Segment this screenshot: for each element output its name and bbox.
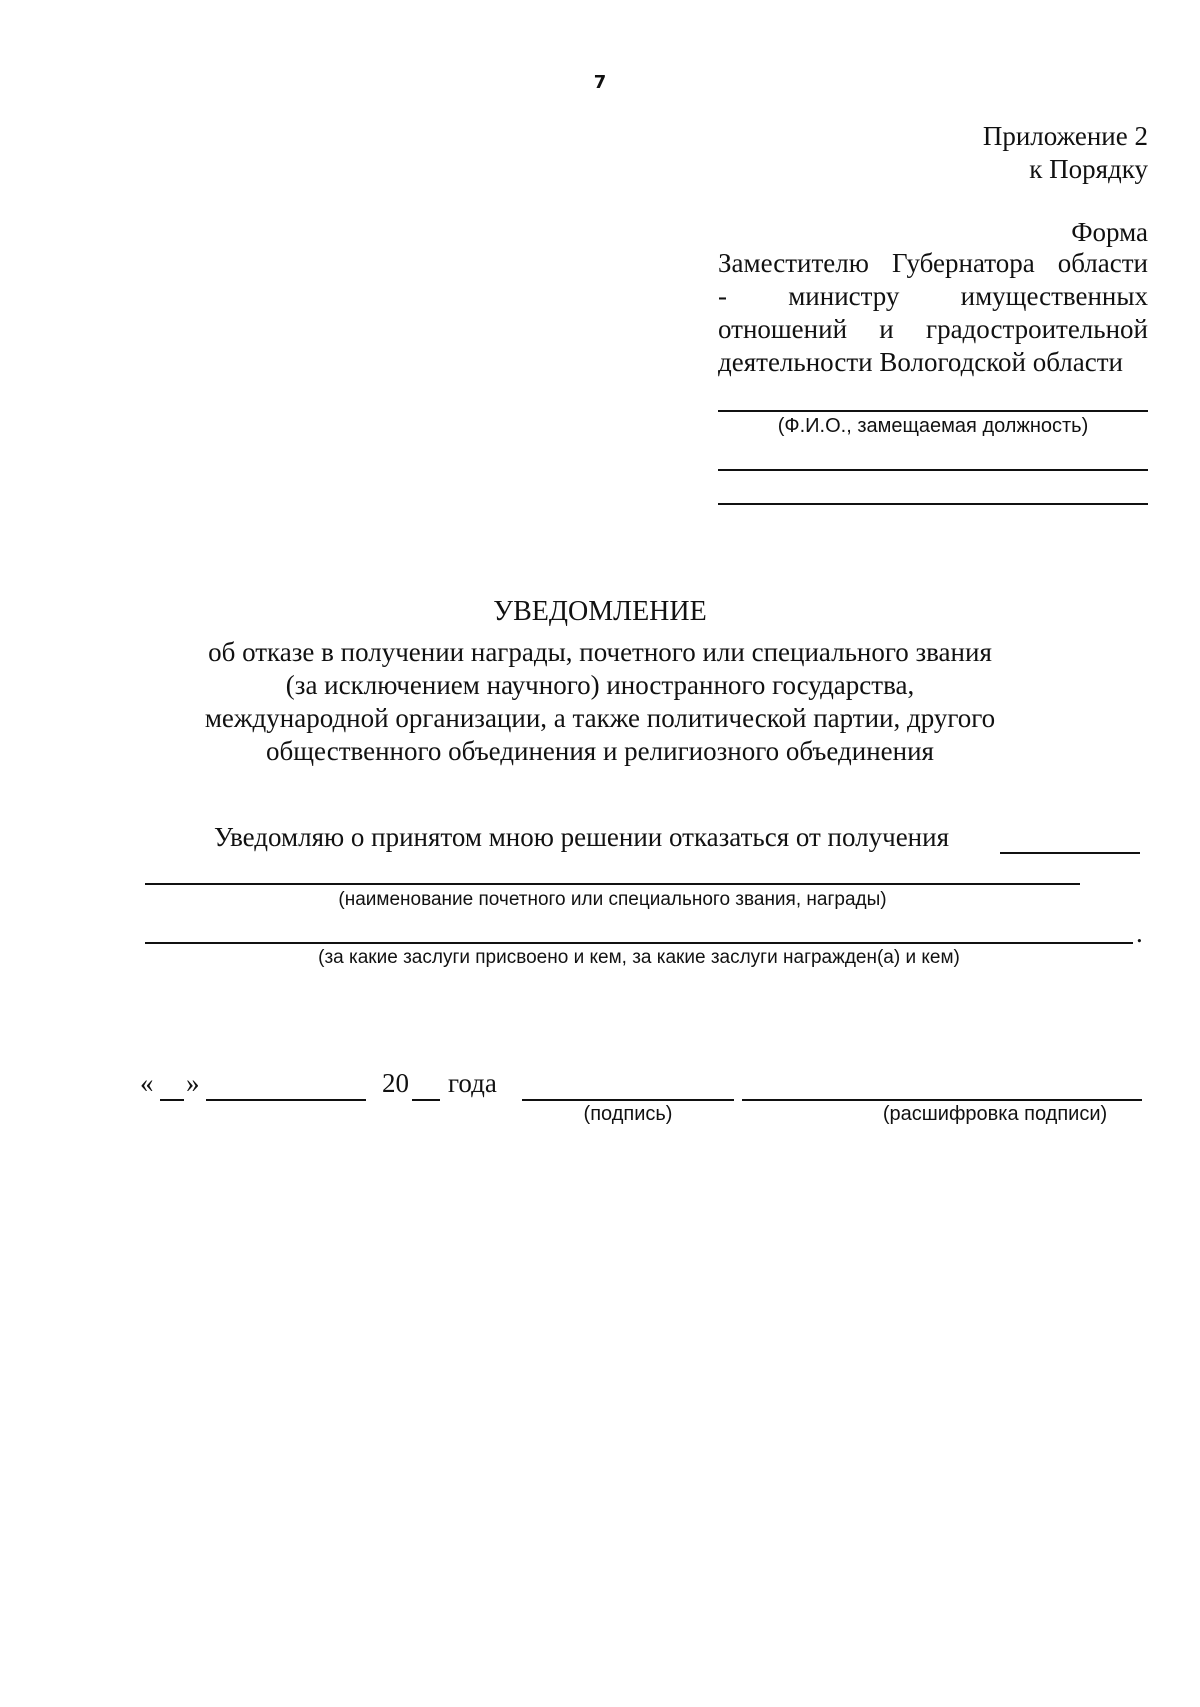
subtitle-line: общественного объединения и религиозного объединения xyxy=(266,736,934,766)
signature-decoding-field-line[interactable] xyxy=(742,1099,1142,1101)
fio-extra-line-1[interactable] xyxy=(718,469,1148,471)
notice-title: УВЕДОМЛЕНИЕ xyxy=(493,596,707,627)
appendix-label: Приложение 2 xyxy=(982,121,1148,151)
award-field-line-end[interactable] xyxy=(1000,852,1140,854)
subtitle-line: об отказе в получении награды, почетного или специального звания xyxy=(208,637,992,667)
merits-field-line[interactable] xyxy=(145,942,1133,944)
fio-caption: (Ф.И.О., замещаемая должность) xyxy=(777,415,1089,437)
to-order-label: к Порядку xyxy=(1029,154,1148,184)
fio-extra-line-2[interactable] xyxy=(718,503,1148,505)
addressee-line: Заместителю Губернатора области xyxy=(718,248,1148,278)
form-label: Форма xyxy=(1071,217,1148,247)
signature-field-line[interactable] xyxy=(522,1099,734,1101)
refusal-statement: Уведомляю о принятом мною решении отказаться от получения xyxy=(214,822,949,852)
fio-field-line[interactable] xyxy=(718,410,1148,412)
addressee-block xyxy=(718,247,1148,379)
year-field-line[interactable] xyxy=(412,1099,440,1101)
date-quote-close: » xyxy=(186,1068,200,1098)
merits-period: . xyxy=(1136,918,1143,948)
year-prefix: 20 xyxy=(382,1068,409,1098)
signature-decoding-caption: (расшифровка подписи) xyxy=(882,1103,1108,1125)
signature-caption: (подпись) xyxy=(583,1103,673,1125)
merits-caption: (за какие заслуги присвоено и кем, за какие заслуги награжден(а) и кем) xyxy=(318,947,960,968)
subtitle-line: международной организации, а также политической партии, другого xyxy=(204,703,996,733)
addressee-line: деятельности Вологодской области xyxy=(718,347,1123,377)
award-name-caption: (наименование почетного или специального звания, награды) xyxy=(338,889,887,910)
month-field-line[interactable] xyxy=(206,1099,366,1101)
notice-subtitle xyxy=(0,636,1200,768)
day-field-line[interactable] xyxy=(160,1099,184,1101)
award-name-field-line[interactable] xyxy=(145,883,1080,885)
addressee-line: отношений и градостроительной xyxy=(718,314,1148,344)
subtitle-line: (за исключением научного) иностранного государства, xyxy=(285,670,915,700)
addressee-line: - министру имущественных xyxy=(718,281,1148,311)
year-suffix: года xyxy=(448,1068,497,1098)
page-number: 7 xyxy=(593,72,607,93)
date-quote-open: « xyxy=(140,1068,154,1098)
